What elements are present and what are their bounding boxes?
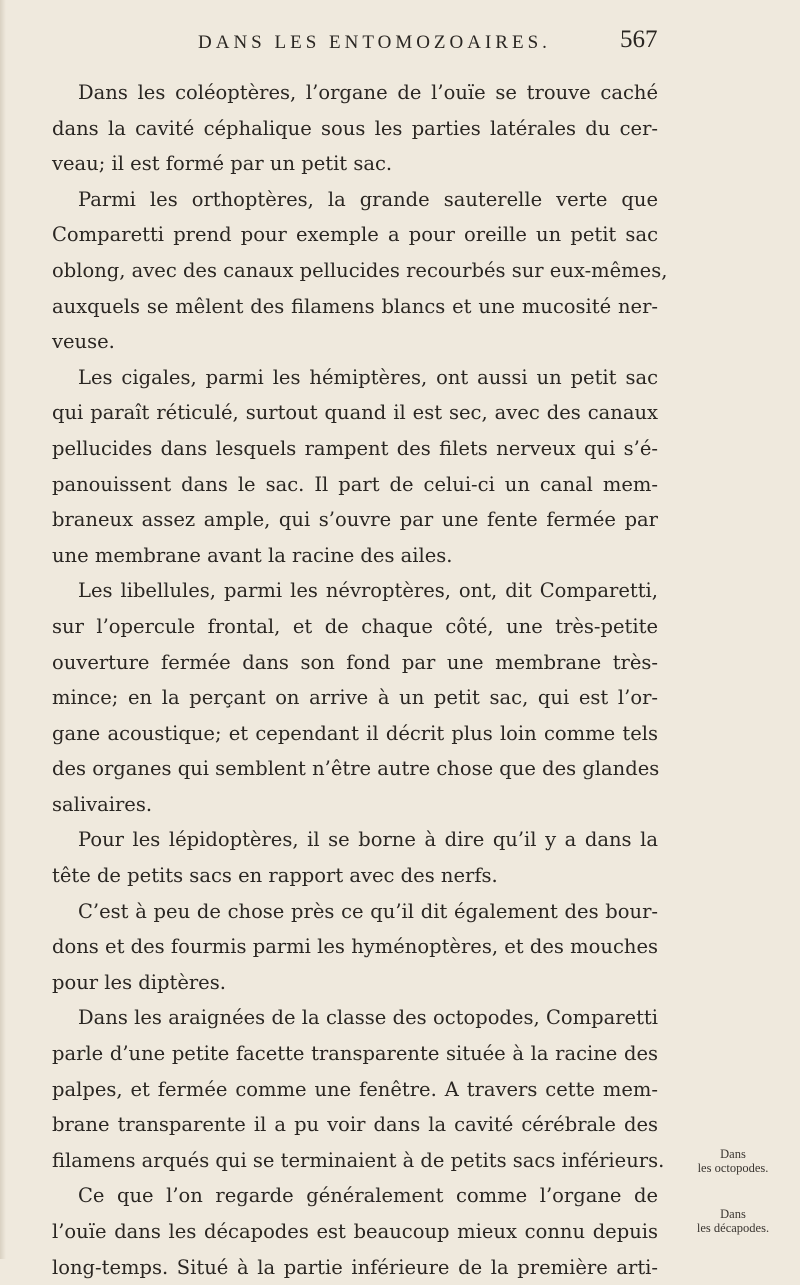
- text-line: auxquels se mêlent des filamens blancs et une mucosité ner-: [52, 294, 658, 318]
- text-line: gane acoustique; et cependant il décrit plus loin comme tels: [52, 721, 658, 745]
- text-line: Dans les araignées de la classe des octopodes, Comparetti: [78, 1006, 658, 1030]
- text-line: long-temps. Situé à la partie inférieure de la première arti-: [52, 1255, 658, 1279]
- text-line: l’ouïe dans les décapodes est beaucoup mieux connu depuis: [52, 1220, 658, 1243]
- text-line: dons et des fourmis parmi les hyménoptères, et des mouches: [52, 935, 658, 959]
- marginal-note-line: les décapodes.: [696, 1221, 770, 1235]
- text-line: dans la cavité céphalique sous les parties latérales du cer-: [52, 116, 658, 140]
- text-line: ouverture fermée dans son fond par une membrane très-: [52, 650, 658, 674]
- marginal-note-decapodes: [678, 1207, 788, 1235]
- page-number: 567: [620, 26, 658, 53]
- text-line: filamens arqués qui se terminaient à de petits sacs inférieurs.: [52, 1148, 665, 1172]
- text-line: mince; en la perçant on arrive à un petit sac, qui est l’or-: [52, 686, 658, 710]
- running-title: DANS LES ENTOMOZOAIRES.: [198, 32, 551, 53]
- text-line: Dans les coléoptères, l’organe de l’ouïe se trouve caché: [78, 81, 658, 104]
- text-line: tête de petits sacs en rapport avec des nerfs.: [52, 864, 498, 888]
- text-line: brane transparente il a pu voir dans la cavité cérébrale des: [52, 1113, 658, 1137]
- text-line: Parmi les orthoptères, la grande sauterelle verte que: [78, 187, 658, 211]
- marginal-note-line: Dans: [720, 1207, 746, 1221]
- text-line: Ce que l’on regarde généralement comme l’organe de: [78, 1184, 658, 1208]
- text-line: panouissent dans le sac. Il part de celui-ci un canal mem-: [52, 472, 658, 496]
- text-line: palpes, et fermée comme une fenêtre. A travers cette mem-: [52, 1077, 658, 1101]
- text-line: une membrane avant la racine des ailes.: [52, 543, 453, 567]
- text-line: braneux assez ample, qui s’ouvre par une fente fermée par: [52, 508, 658, 532]
- text-line: des organes qui semblent n’être autre chose que des glandes: [52, 757, 660, 781]
- text-line: Comparetti prend pour exemple a pour oreille un petit sac: [52, 223, 658, 247]
- marginal-note-line: les octopodes.: [697, 1161, 769, 1175]
- body-text: [52, 75, 668, 1285]
- text-line: veau; il est formé par un petit sac.: [52, 152, 393, 176]
- text-line: Les libellules, parmi les névroptères, ont, dit Comparetti,: [78, 579, 658, 603]
- text-line: Les cigales, parmi les hémiptères, ont aussi un petit sac: [78, 365, 658, 389]
- text-line: veuse.: [52, 330, 115, 354]
- marginal-note-octopodes: [678, 1147, 788, 1175]
- text-line: parle d’une petite facette transparente située à la racine des: [52, 1042, 658, 1066]
- text-line: oblong, avec des canaux pellucides recourbés sur eux-mêmes,: [52, 258, 668, 282]
- text-line: pellucides dans lesquels rampent des filets nerveux qui s’é-: [52, 436, 658, 460]
- text-line: sur l’opercule frontal, et de chaque côté, une très-petite: [52, 614, 658, 638]
- text-line: qui paraît réticulé, surtout quand il est sec, avec des canaux: [52, 401, 658, 425]
- text-line: Pour les lépidoptères, il se borne à dire qu’il y a dans la: [78, 828, 658, 852]
- marginal-note-line: Dans: [720, 1147, 746, 1161]
- text-line: C’est à peu de chose près ce qu’il dit également des bour-: [78, 899, 658, 923]
- page-edge: [0, 0, 6, 1259]
- text-line: pour les diptères.: [52, 970, 226, 994]
- text-line: salivaires.: [52, 792, 153, 816]
